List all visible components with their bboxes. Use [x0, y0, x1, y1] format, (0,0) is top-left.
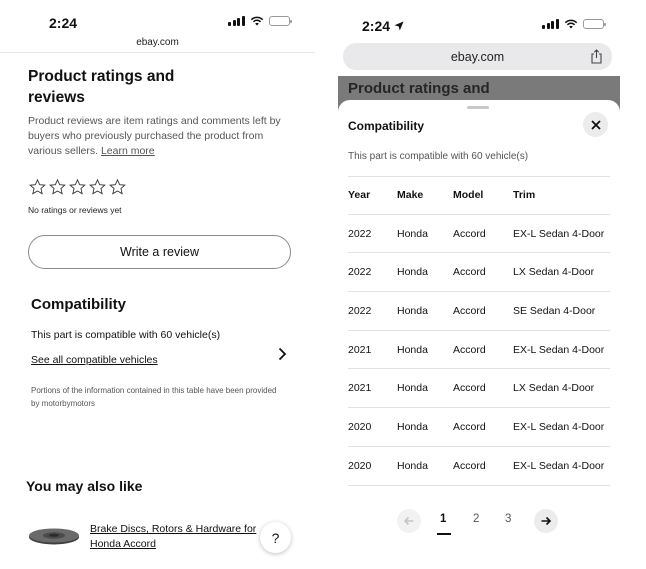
right-phone-screen: [338, 0, 620, 569]
cell-make: Honda: [397, 227, 428, 240]
star-icon: [108, 178, 127, 196]
page-3-button[interactable]: 3: [505, 513, 512, 525]
pagination: [338, 506, 620, 536]
cell-model: Accord: [453, 266, 486, 279]
column-header: Year: [348, 189, 371, 202]
table-row: [348, 408, 610, 447]
cell-year: 2020: [348, 459, 372, 472]
status-time: [362, 18, 404, 34]
share-icon[interactable]: [590, 49, 603, 64]
table-header-row: [348, 176, 610, 215]
url-text: ebay.com: [450, 50, 505, 64]
wifi-icon: [250, 16, 264, 26]
cell-trim: LX Sedan 4-Door: [513, 266, 595, 279]
previous-page-button[interactable]: [397, 509, 421, 533]
product-link[interactable]: Brake Discs, Rotors & Hardware for Honda Accord: [90, 523, 257, 550]
cell-make: Honda: [397, 343, 428, 356]
next-page-button[interactable]: [534, 509, 558, 533]
sheet-grabber[interactable]: [467, 106, 489, 109]
signal-icon: [542, 19, 559, 29]
no-ratings-text: No ratings or reviews yet: [28, 205, 122, 215]
portions-note: Portions of the information contained in this table have been provided by motorbymotors: [31, 386, 277, 408]
cell-year: 2020: [348, 420, 372, 433]
star-icon: [68, 178, 87, 196]
ratings-description: [28, 114, 290, 159]
cell-year: 2022: [348, 266, 372, 279]
learn-more-link[interactable]: Learn more: [100, 145, 155, 157]
cell-year: 2022: [348, 227, 372, 240]
cell-model: Accord: [453, 420, 486, 433]
cell-make: Honda: [397, 304, 428, 317]
column-header: Make: [397, 189, 424, 202]
compatibility-text: This part is compatible with 60 vehicle(s): [31, 329, 221, 341]
brake-disc-image[interactable]: [28, 527, 80, 545]
compatibility-table: [348, 176, 610, 486]
cell-trim: EX-L Sedan 4-Door: [513, 420, 605, 433]
column-header: Model: [453, 189, 484, 202]
background-ratings-title: Product ratings and: [348, 80, 490, 97]
table-row: [348, 331, 610, 370]
you-may-like-title: You may also like: [26, 478, 143, 494]
column-header: Trim: [513, 189, 536, 202]
chevron-right-icon[interactable]: [277, 347, 287, 361]
address-bar[interactable]: [343, 43, 612, 70]
page-2-button[interactable]: 2: [473, 513, 480, 525]
table-row: [348, 215, 610, 254]
page-1-button[interactable]: 1: [440, 513, 447, 525]
cell-year: 2021: [348, 343, 372, 356]
sheet-subtitle: This part is compatible with 60 vehicle(s): [348, 151, 529, 162]
star-icon: [88, 178, 107, 196]
left-phone-screen: [0, 0, 315, 569]
wifi-icon: [564, 19, 578, 29]
battery-icon: [583, 19, 604, 29]
cell-trim: LX Sedan 4-Door: [513, 382, 595, 395]
cell-trim: EX-L Sedan 4-Door: [513, 459, 605, 472]
cell-trim: EX-L Sedan 4-Door: [513, 343, 605, 356]
cell-make: Honda: [397, 420, 428, 433]
arrow-left-icon: [403, 515, 415, 527]
ratings-description-text: Product reviews are item ratings and comments left by buyers who previously purchased the product from various sellers.: [28, 115, 281, 157]
cell-model: Accord: [453, 343, 486, 356]
cell-model: Accord: [453, 227, 486, 240]
cell-model: Accord: [453, 459, 486, 472]
header-divider: [0, 52, 315, 53]
cell-year: 2021: [348, 382, 372, 395]
status-time-text: 2:24: [362, 18, 391, 34]
cell-trim: EX-L Sedan 4-Door: [513, 227, 605, 240]
current-page-indicator: [437, 533, 451, 535]
star-rating: [28, 178, 127, 196]
arrow-right-icon: [540, 515, 552, 527]
star-icon: [28, 178, 47, 196]
signal-icon: [228, 16, 245, 26]
table-row: [348, 292, 610, 331]
compatibility-title: Compatibility: [31, 296, 127, 313]
compatibility-sheet: [338, 100, 620, 569]
location-arrow-icon: [394, 21, 404, 31]
write-review-button[interactable]: Write a review: [28, 235, 291, 269]
help-button[interactable]: ?: [260, 522, 291, 553]
close-button[interactable]: [583, 112, 608, 137]
cell-make: Honda: [397, 382, 428, 395]
cell-model: Accord: [453, 382, 486, 395]
close-icon: [591, 120, 601, 130]
ratings-title: Product ratings and reviews: [28, 68, 175, 106]
cell-make: Honda: [397, 459, 428, 472]
cell-year: 2022: [348, 304, 372, 317]
sheet-title: Compatibility: [348, 119, 425, 133]
see-all-compatible-link[interactable]: See all compatible vehicles: [31, 354, 158, 366]
star-icon: [48, 178, 67, 196]
table-row: [348, 447, 610, 486]
cell-model: Accord: [453, 304, 486, 317]
status-icons: [542, 19, 604, 29]
table-row: [348, 369, 610, 408]
status-time: 2:24: [49, 15, 78, 31]
battery-icon: [269, 16, 290, 26]
url-label[interactable]: ebay.com: [136, 37, 179, 48]
cell-make: Honda: [397, 266, 428, 279]
status-icons: [228, 16, 290, 26]
table-row: [348, 253, 610, 292]
cell-trim: SE Sedan 4-Door: [513, 304, 596, 317]
